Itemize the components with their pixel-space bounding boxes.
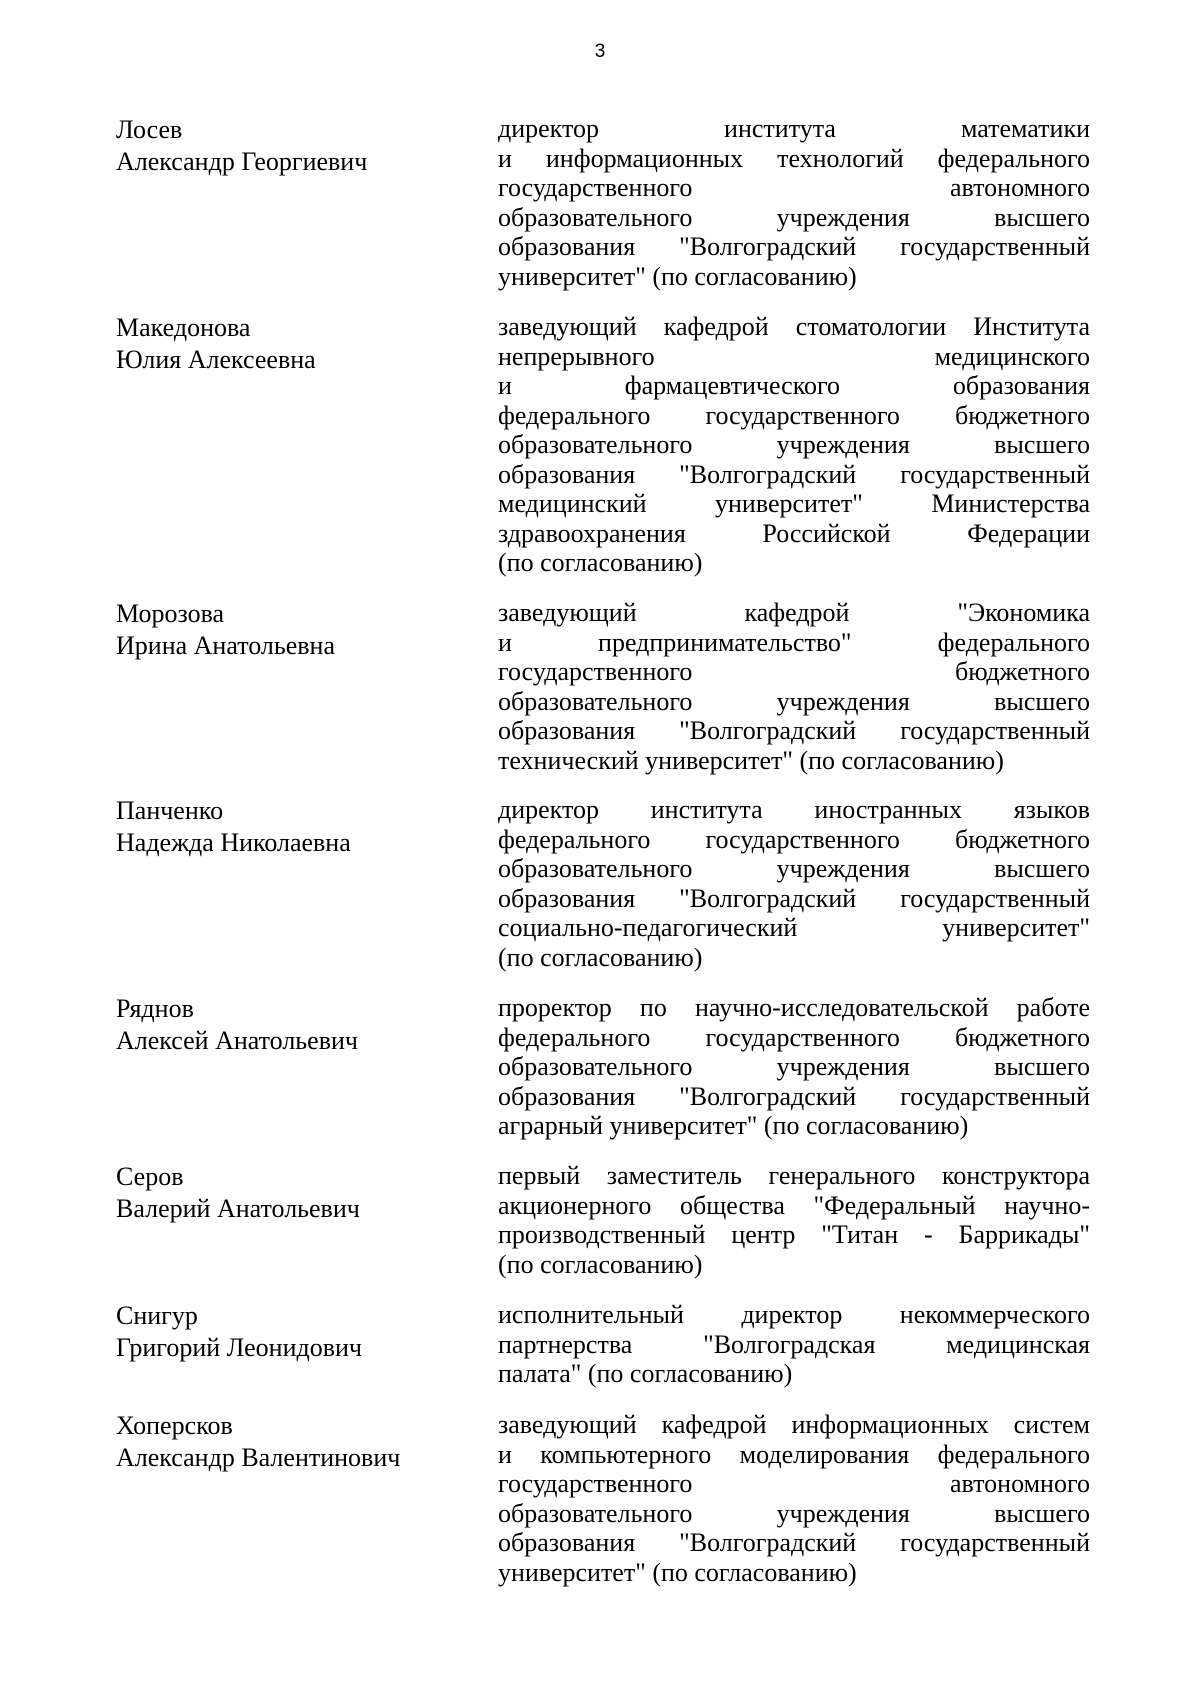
member-surname: Лосев (116, 115, 183, 144)
position-line: федерального государственного бюджетного (498, 400, 1090, 430)
member-position (498, 1300, 1090, 1389)
member-name (116, 1161, 476, 1225)
member-surname: Морозова (116, 599, 225, 628)
position-line: директор института иностранных языков (498, 795, 1090, 824)
position-line: социально-педагогический университет" (498, 913, 1090, 942)
position-line: образовательного учреждения высшего (498, 686, 1090, 716)
position-line: образовательного учреждения высшего (498, 854, 1090, 883)
member-position (498, 795, 1090, 972)
position-line: заведующий кафедрой "Экономика (498, 598, 1090, 627)
position-line: палата" (по согласованию) (498, 1359, 793, 1388)
position-line: государственного автономного (498, 173, 1090, 202)
member-name (116, 1410, 476, 1474)
member-given-names: Валерий Анатольевич (116, 1194, 360, 1223)
position-line: проректор по научно-исследовательской работе (498, 993, 1090, 1022)
position-line: заведующий кафедрой стоматологии Института (498, 312, 1090, 341)
position-line: исполнительный директор некоммерческого (498, 1300, 1090, 1329)
page-number: 3 (594, 41, 606, 62)
position-line: директор института математики (498, 114, 1090, 143)
position-line: (по согласованию) (498, 942, 703, 972)
position-line: университет" (по согласованию) (498, 1557, 857, 1587)
member-position (498, 1161, 1090, 1279)
position-line: заведующий кафедрой информационных систем (498, 1410, 1090, 1439)
member-given-names: Григорий Леонидович (116, 1333, 362, 1362)
position-line: федерального государственного бюджетного (498, 1022, 1090, 1052)
member-surname: Панченко (116, 796, 224, 825)
member-surname: Македонова (116, 313, 251, 342)
member-name (116, 598, 476, 662)
member-given-names: Ирина Анатольевна (116, 631, 335, 660)
member-surname: Серов (116, 1162, 184, 1191)
member-position (498, 312, 1090, 578)
position-line: (по согласованию) (498, 1249, 703, 1279)
position-line: образования "Волгоградский государственный (498, 1528, 1090, 1557)
position-line: технический университет" (по согласованию) (498, 745, 1004, 775)
position-line: здравоохранения Российской Федерации (498, 518, 1090, 548)
member-name (116, 312, 476, 376)
position-line: первый заместитель генерального конструктора (498, 1161, 1090, 1190)
member-surname: Ряднов (116, 994, 194, 1023)
position-line: университет" (по согласованию) (498, 261, 857, 291)
position-line: образования "Волгоградский государственный (498, 716, 1090, 745)
member-given-names: Александр Георгиевич (116, 147, 368, 176)
member-position (498, 1410, 1090, 1587)
position-line: федерального государственного бюджетного (498, 824, 1090, 854)
member-name (116, 1300, 476, 1364)
position-line: производственный центр "Титан - Баррикады" (498, 1220, 1090, 1249)
position-line: образовательного учреждения высшего (498, 430, 1090, 459)
position-line: и предпринимательство" федерального (498, 627, 1090, 657)
position-line: и компьютерного моделирования федерального (498, 1439, 1090, 1469)
position-line: образования "Волгоградский государственный (498, 1081, 1090, 1111)
position-line: партнерства "Волгоградская медицинская (498, 1329, 1090, 1359)
position-line: акционерного общества "Федеральный научно- (498, 1190, 1090, 1220)
position-line: образовательного учреждения высшего (498, 202, 1090, 232)
position-line: образования "Волгоградский государственный (498, 883, 1090, 913)
position-line: медицинский университет" Министерства (498, 489, 1090, 518)
member-surname: Хоперсков (116, 1411, 233, 1440)
position-line: и информационных технологий федерального (498, 143, 1090, 173)
member-surname: Снигур (116, 1301, 198, 1330)
position-line: (по согласованию) (498, 548, 703, 577)
member-name (116, 993, 476, 1057)
member-name (116, 114, 476, 178)
position-line: образования "Волгоградский государственный (498, 232, 1090, 261)
position-line: и фармацевтического образования (498, 371, 1090, 400)
member-given-names: Надежда Николаевна (116, 828, 351, 857)
member-name (116, 795, 476, 859)
position-line: государственного автономного (498, 1469, 1090, 1498)
member-position (498, 114, 1090, 291)
position-line: государственного бюджетного (498, 657, 1090, 686)
member-position (498, 993, 1090, 1141)
member-given-names: Александр Валентинович (116, 1443, 401, 1472)
position-line: аграрный университет" (по согласованию) (498, 1111, 969, 1140)
member-given-names: Алексей Анатольевич (116, 1026, 358, 1055)
position-line: образования "Волгоградский государственный (498, 459, 1090, 489)
member-position (498, 598, 1090, 775)
position-line: образовательного учреждения высшего (498, 1498, 1090, 1528)
position-line: непрерывного медицинского (498, 341, 1090, 371)
member-given-names: Юлия Алексеевна (116, 345, 316, 374)
position-line: образовательного учреждения высшего (498, 1052, 1090, 1081)
